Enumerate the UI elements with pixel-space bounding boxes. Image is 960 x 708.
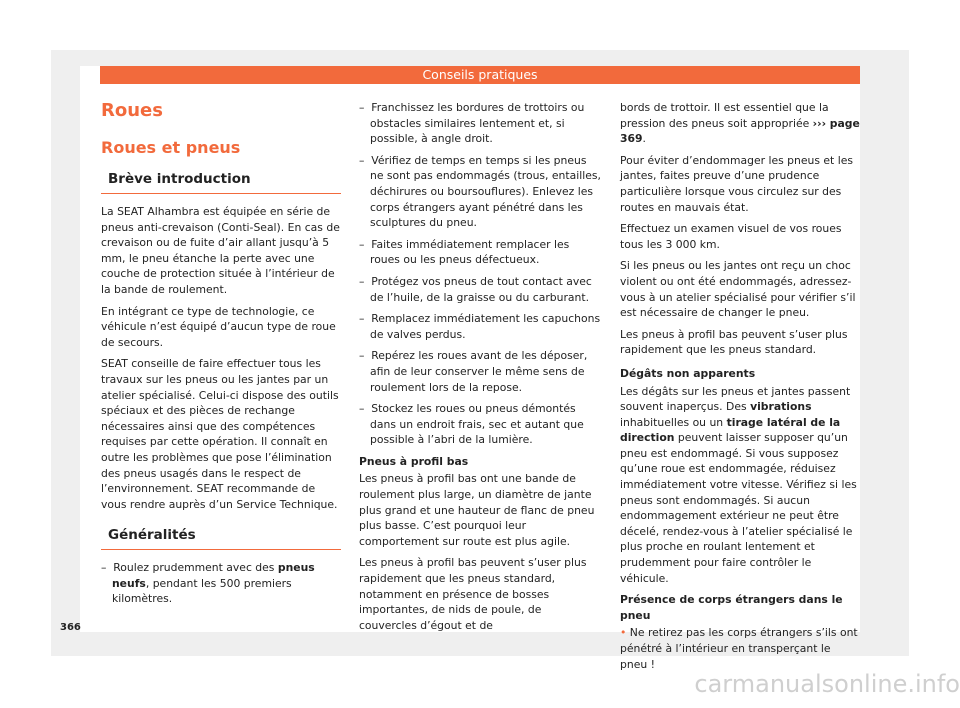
page-reference-link[interactable]: ››› page 369 <box>620 116 860 146</box>
list-item: – Protégez vos pneus de tout contact avec de l’huile, de la graisse ou du carburant. <box>359 274 592 304</box>
paragraph: Les dégâts sur les pneus et jantes passent souvent inaperçus. Des vibrations inhabituelles ou un tirage latéral de la direction peuvent laisser supposer qu’un pneu est endommagé. Si vous supposez qu’une roue est endommagée, réduisez immédiatement votre vitesse. Vérifiez si les pneus sont endommagés. Si aucun endommagement extérieur ne peut être décelé, rendez-vous à l’atelier spécialisé le plus proche en roulant lentement et prudemment pour faire contrôler le véhicule. <box>620 384 857 585</box>
paragraph: Pour éviter d’endommager les pneus et les jantes, faites preuve d’une prudence particulière lorsque vous circulez sur des routes en mauvais état. <box>620 153 853 214</box>
paragraph: La SEAT Alhambra est équipée en série de pneus anti-crevaison (Conti-Seal). En cas de crevaison ou de fuite d’air allant jusqu’à 5 mm, le pneu étanche la perte avec une couche de protection située à l’intérieur de la bande de roulement. <box>101 205 340 296</box>
column-middle <box>359 100 602 639</box>
heading-roues: Roues <box>101 100 163 121</box>
list-item: – Repérez les roues avant de les déposer, afin de leur conserver le même sens de roulement lors de la repose. <box>359 349 588 394</box>
paragraph: bords de trottoir. Il est essentiel que la pression des pneus soit appropriée ››› page 369. <box>620 101 860 146</box>
paragraph: Les pneus à profil bas ont une bande de roulement plus large, un diamètre de jante plus grand et une hauteur de flanc de pneu plus basse. C’est pourquoi leur comportement sur route est plus agile. <box>359 472 595 548</box>
list-item: – Faites immédiatement remplacer les roues ou les pneus défectueux. <box>359 237 570 267</box>
paragraph: • Ne retirez pas les corps étrangers s’ils ont pénétré à l’intérieur en transperçant le pneu ! <box>620 626 858 671</box>
subheading-profil-bas: Pneus à profil bas <box>359 454 469 468</box>
heading-breve-introduction: Brève introduction <box>101 170 341 194</box>
list-item: – Vérifiez de temps en temps si les pneus ne sont pas endommagés (trous, entailles, déchirures ou boursouflures). Enlevez les corps étrangers ayant pénétré dans les sculptures du pneu. <box>359 153 601 230</box>
list-item: – Roulez prudemment avec des pneus neufs, pendant les 500 premiers kilomètres. <box>101 561 315 606</box>
paragraph: Effectuez un examen visuel de vos roues tous les 3 000 km. <box>620 222 842 251</box>
page-number: 366 <box>60 622 81 633</box>
heading-generalites: Généralités <box>101 526 341 550</box>
paragraph: Si les pneus ou les jantes ont reçu un choc violent ou ont été endommagés, adressez-vous à un atelier spécialisé pour vérifier s’il est nécessaire de changer le pneu. <box>620 259 856 320</box>
column-left <box>101 100 341 613</box>
paragraph: SEAT conseille de faire effectuer tous les travaux sur les pneus ou les jantes par un atelier spécialisé. Celui-ci dispose des outils spéciaux et des pièces de rechange nécessaires ainsi que des compétences requises par cette opération. Il connaît en outre les problèmes que pose l’élimination des pneus usagés dans le respect de l’environnement. SEAT recommande de vous rendre auprès d’un Service Technique. <box>101 357 339 511</box>
paragraph: Les pneus à profil bas peuvent s’user plus rapidement que les pneus standard. <box>620 327 848 357</box>
column-right <box>620 100 860 678</box>
watermark: carmanualsonline.info <box>694 670 960 698</box>
subheading-degats: Dégâts non apparents <box>620 366 756 380</box>
list-item: – Stockez les roues ou pneus démontés dans un endroit frais, sec et autant que possible à l’abri de la lumière. <box>359 402 584 447</box>
subheading-corps-etrangers: Présence de corps étrangers dans le pneu <box>620 593 843 622</box>
heading-roues-pneus: Roues et pneus <box>101 138 241 157</box>
paragraph: En intégrant ce type de technologie, ce véhicule n’est équipé d’aucun type de roue de secours. <box>101 304 336 349</box>
paragraph: Les pneus à profil bas peuvent s’user plus rapidement que les pneus standard, notamment en présence de bosses importantes, de nids de poule, de couvercles d’égout et de <box>359 556 587 632</box>
list-item: – Remplacez immédiatement les capuchons de valves perdus. <box>359 312 601 341</box>
section-banner: Conseils pratiques <box>100 66 860 84</box>
bullet-icon: • <box>620 626 627 640</box>
list-item: – Franchissez les bordures de trottoirs ou obstacles similaires lentement et, si possible, à angle droit. <box>359 101 585 146</box>
